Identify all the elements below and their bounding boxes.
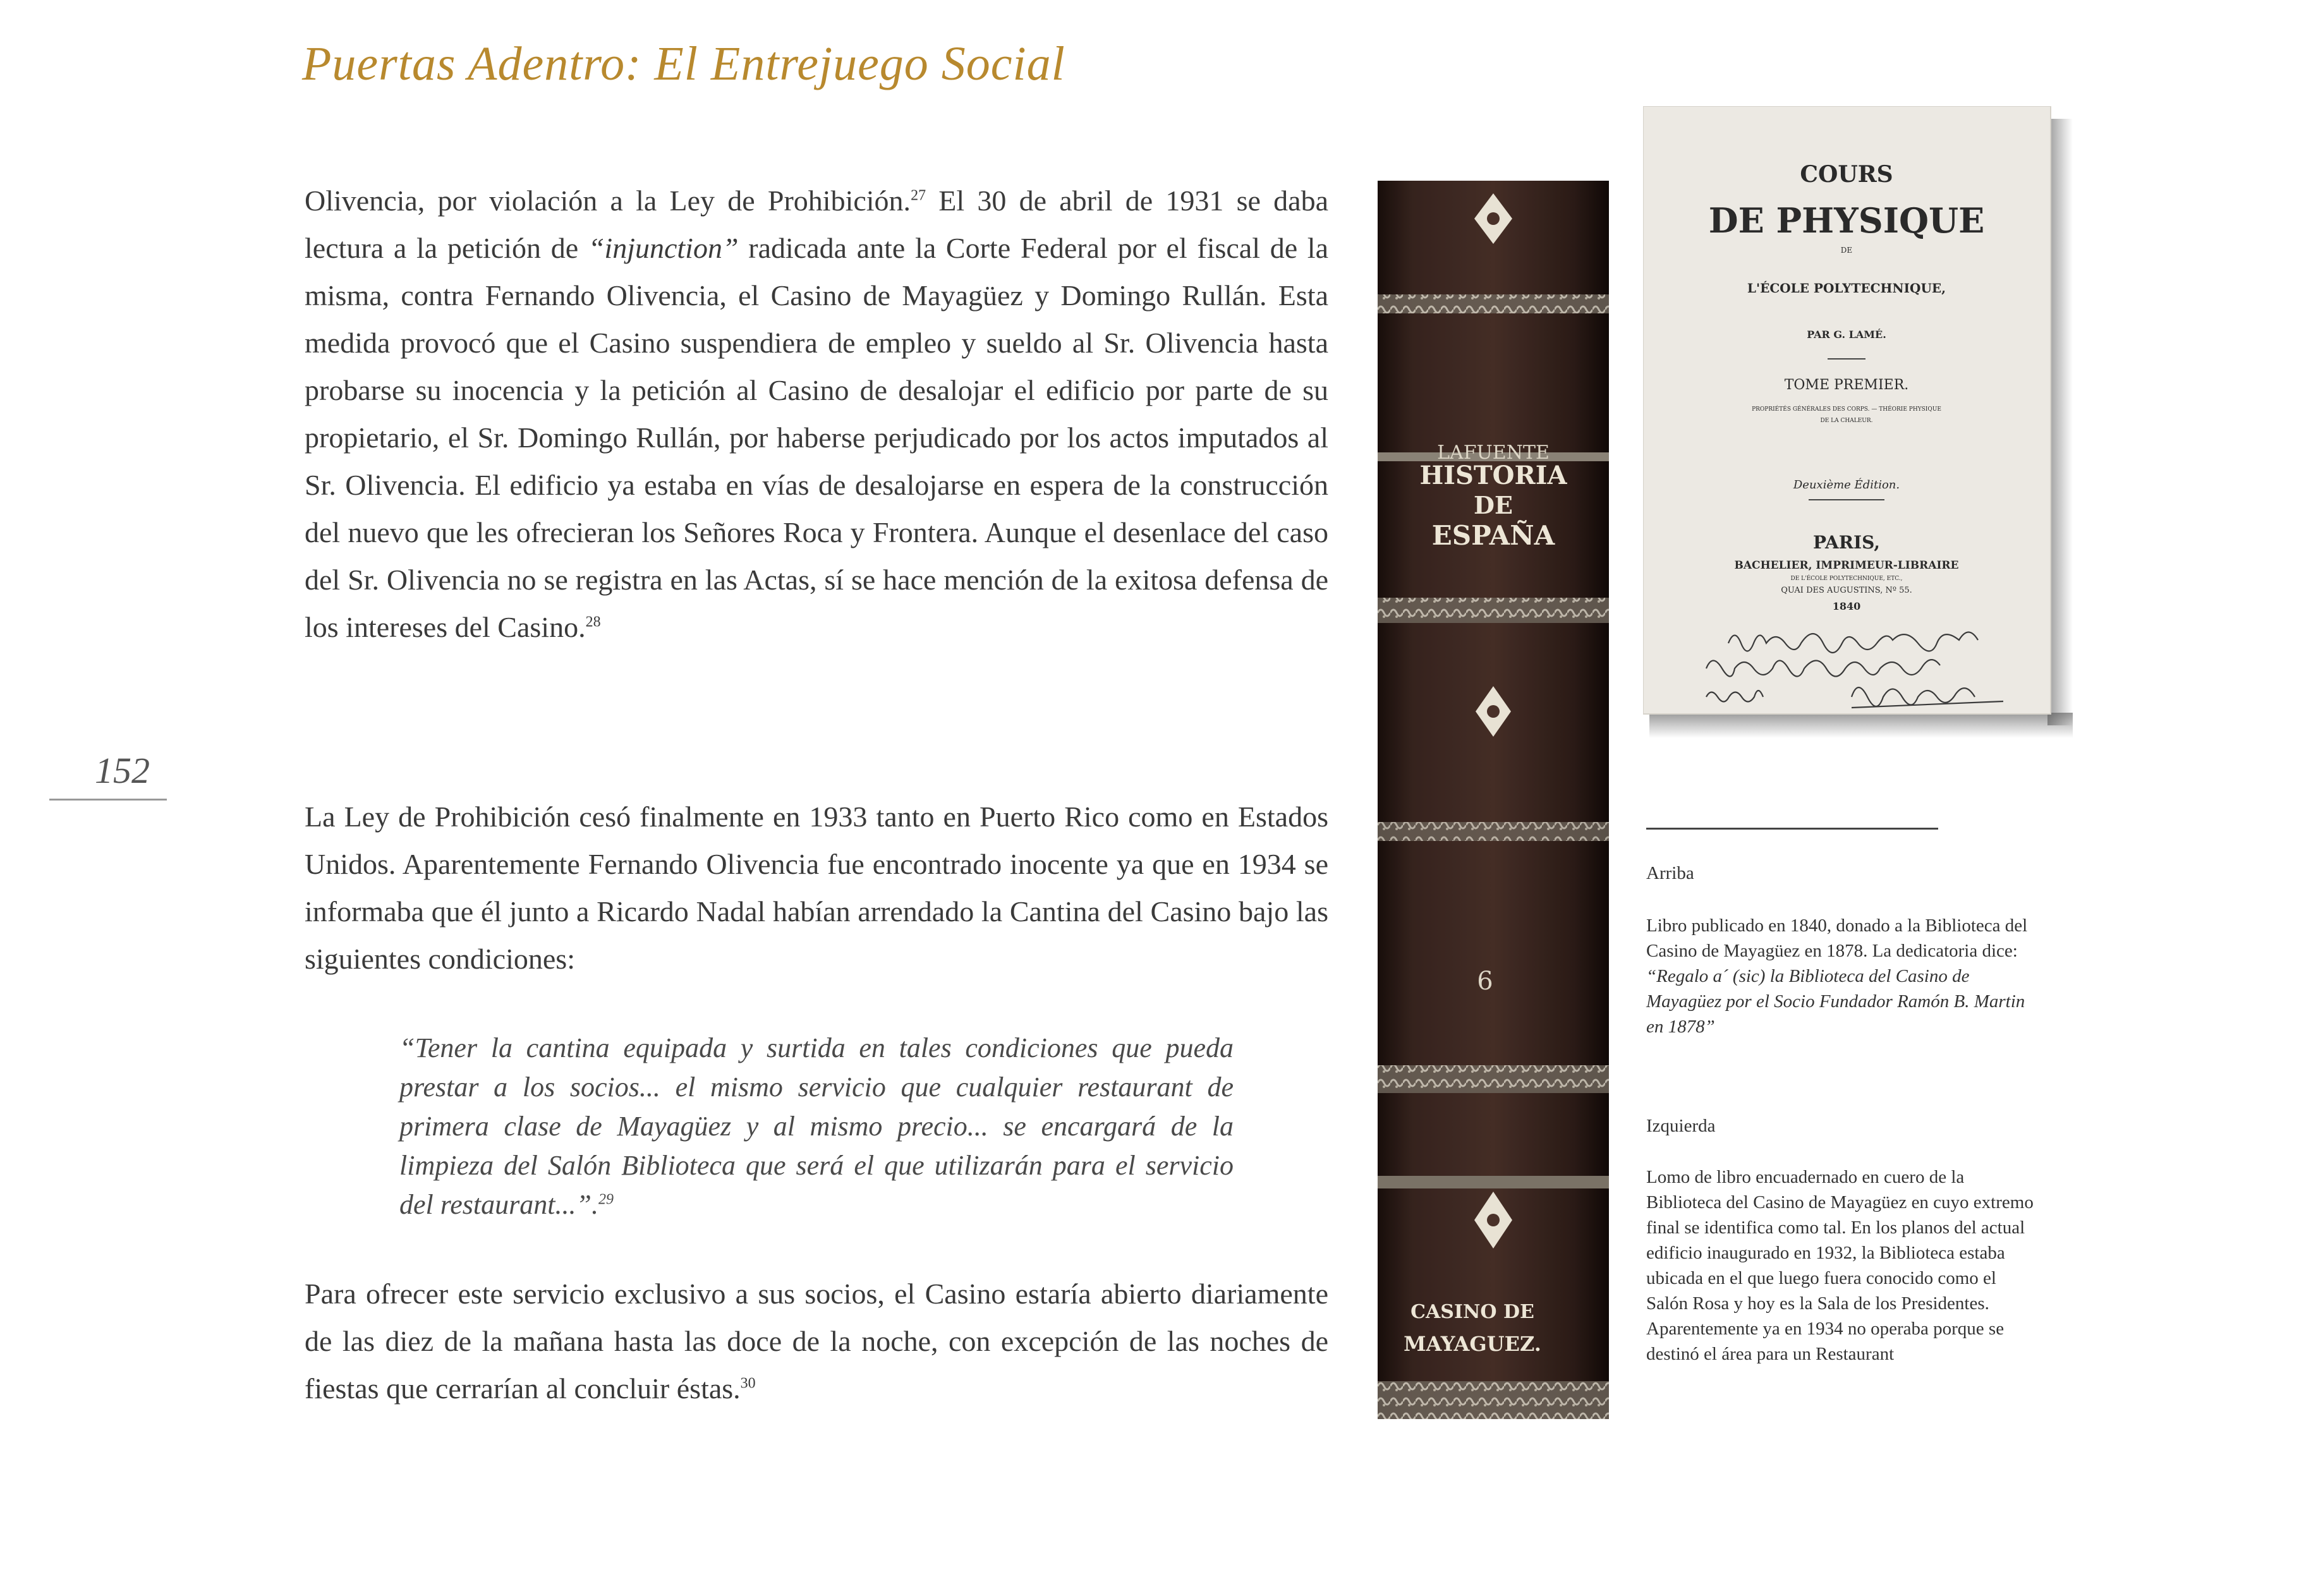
body-paragraph-1 xyxy=(305,177,1328,651)
caption-izquierda: Lomo de libro encuadernado en cuero de la Biblioteca del Casino de Mayagüez en cuyo extremo final se identifica como tal. En los planos del actual edificio inaugurado en 1932, la Biblioteca estaba ubicada en el que luego fuera conocido como el Salón Rosa y hoy es la Sala de los Presidentes. Aparentemente ya en 1934 no operaba porque se destinó el área para un Restaurant xyxy=(1646,1167,2034,1364)
footnote-29: 29 xyxy=(598,1191,614,1208)
tp-year: 1840 xyxy=(1832,600,1861,612)
tp-ecole: L'ÉCOLE POLYTECHNIQUE, xyxy=(1747,281,1946,296)
spine-historia: HISTORIA xyxy=(1419,461,1567,490)
page-number-rule xyxy=(49,799,167,801)
tp-proprietes: PROPRIÉTÉS GÉNÉRALES DES CORPS. — THÉORIE PHYSIQUE xyxy=(1752,406,1941,413)
caption-arriba xyxy=(1646,913,2038,1039)
quote-text: “Tener la cantina equipada y surtida en tales condiciones que pueda prestar a los socios... el mismo servicio que cualquier restaurant de primera clase de Mayagüez y al mismo precio... se encargará de la limpieza del Salón Biblioteca que será el que utilizarán para el servicio del restaurant...”. xyxy=(399,1032,1234,1220)
tp-paris: PARIS, xyxy=(1812,532,1881,553)
tp-de-physique: DE PHYSIQUE xyxy=(1708,200,1985,241)
title-page-photo xyxy=(1643,106,2117,744)
spine-de: DE xyxy=(1474,491,1513,519)
page-number: 152 xyxy=(95,750,150,791)
footnote-27: 27 xyxy=(911,187,926,204)
caption-heading-izquierda: Izquierda xyxy=(1646,1116,1716,1136)
caption-rule xyxy=(1646,828,1938,830)
spine-casino-de: CASINO DE xyxy=(1410,1301,1534,1323)
caption-heading-arriba: Arriba xyxy=(1646,863,1694,883)
spine-espana: ESPAÑA xyxy=(1431,520,1555,551)
para3-text: Para ofrecer este servicio exclusivo a sus socios, el Casino estaría abierto diariamente de las diez de la mañana hasta las doce de la noche, con excepción de las noches de fiestas que cerrarían al concluir éstas. xyxy=(305,1278,1328,1405)
para1-injunction: “injunction” xyxy=(588,232,739,264)
spine-mayaguez: MAYAGUEZ. xyxy=(1404,1332,1541,1356)
tp-tome: TOME PREMIER. xyxy=(1784,377,1909,393)
para1-text-a: Olivencia, por violación a la Ley de Prohibición. xyxy=(305,184,911,217)
tp-par-lame: PAR G. LAMÉ. xyxy=(1807,329,1886,341)
book-spine-photo xyxy=(1378,181,1609,1419)
tp-cours: COURS xyxy=(1800,161,1893,188)
para1-text-b: El 30 de abril de 1931 se daba lectura a la petición de xyxy=(305,184,1328,264)
running-header-title: Puertas Adentro: El Entrejuego Social xyxy=(302,37,1065,90)
caption-arriba-dedication: “Regalo a´ (sic) la Biblioteca del Casino de Mayagüez por el Socio Fundador Ramón B. Martin en 1878” xyxy=(1646,966,2025,1037)
body-paragraph-2 xyxy=(305,793,1328,982)
spine-top-label: LAFUENTE xyxy=(1437,442,1550,464)
spine-volume: 6 xyxy=(1477,967,1493,996)
tp-polytechnique: DE L'ÉCOLE POLYTECHNIQUE, ETC., xyxy=(1790,576,1903,582)
body-paragraph-3 xyxy=(305,1270,1328,1412)
footnote-30: 30 xyxy=(740,1375,756,1392)
block-quote xyxy=(399,1029,1234,1224)
tp-de: DE xyxy=(1840,246,1853,255)
para1-text-c: radicada ante la Corte Federal por el fiscal de la misma, contra Fernando Olivencia, el Casino de Mayagüez y Domingo Rullán. Esta medida provocó que el Casino suspendiera de empleo y sueldo al Sr. Olivencia hasta probarse su inocencia y la petición al Casino de desalojar el edificio por parte de su propietario, el Sr. Domingo Rullán, por haberse perjudicado por los actos imputados al Sr. Olivencia. El edificio ya estaba en vías de desalojarse en espera de la construcción del nuevo que les ofrecieran los Señores Roca y Frontera. Aunque el desenlace del caso del Sr. Olivencia no se registra en las Actas, sí se hace mención de la exitosa defensa de los intereses del Casino. xyxy=(305,232,1329,643)
footnote-28: 28 xyxy=(585,614,601,631)
tp-quai: QUAI DES AUGUSTINS, Nº 55. xyxy=(1781,586,1912,595)
para2-text: La Ley de Prohibición cesó finalmente en 1933 tanto en Puerto Rico como en Estados Unidos. Aparentemente Fernando Olivencia fue encontrado inocente ya que en 1934 se informaba que él junto a Ricardo Nadal habían arrendado la Cantina del Casino bajo las siguientes condiciones: xyxy=(305,801,1328,975)
tp-chaleur: DE LA CHALEUR. xyxy=(1820,418,1873,424)
tp-deuxieme: Deuxième Édition. xyxy=(1793,478,1900,492)
caption-arriba-text: Libro publicado en 1840, donado a la Biblioteca del Casino de Mayagüez en 1878. La dedicatoria dice: xyxy=(1646,916,2028,961)
tp-bachelier: BACHELIER, IMPRIMEUR-LIBRAIRE xyxy=(1734,559,1959,572)
